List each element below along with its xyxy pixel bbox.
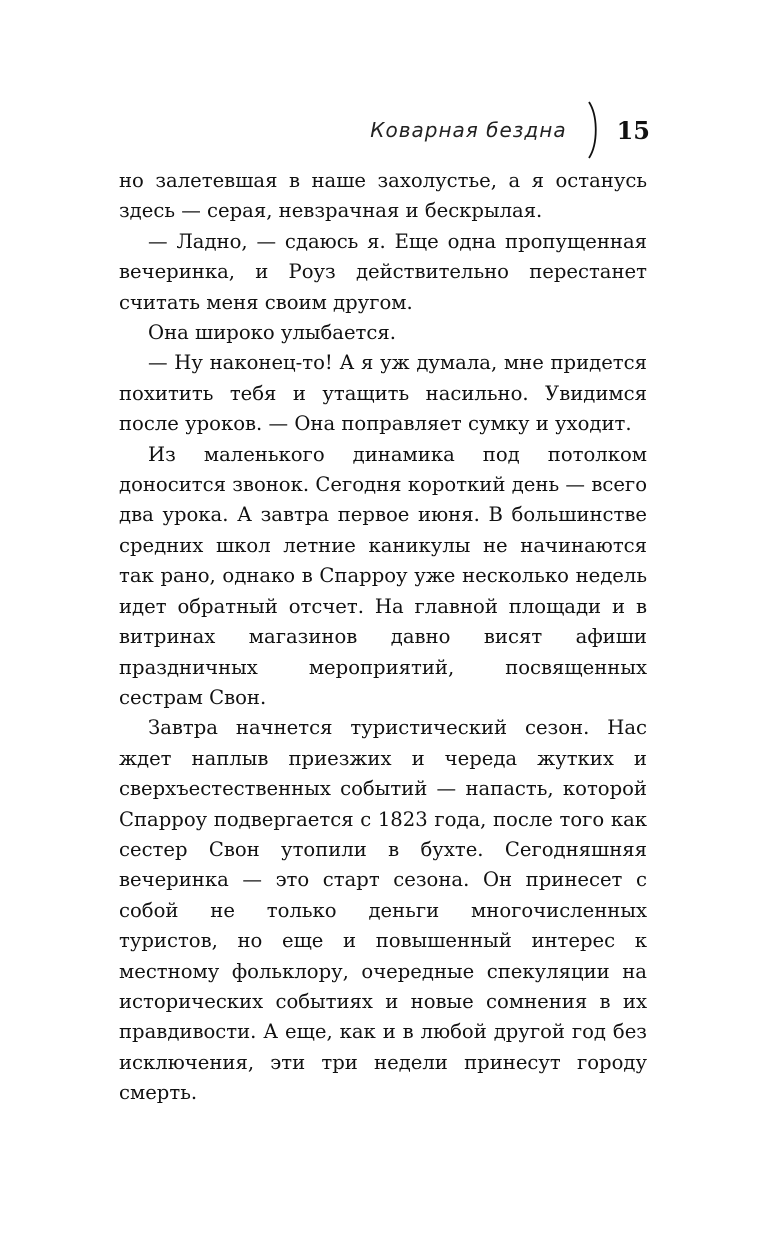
running-header [370,100,650,160]
header-bracket-ornament [585,100,599,160]
paragraph-dialogue-2: — Ну наконец-то! А я уж думала, мне придется похитить тебя и утащить насильно. Увидимся после уроков. — Она поправляет сумку и уходит. [119,351,647,436]
paragraph-continuation: но залетевшая в наше захолустье, а я останусь здесь — серая, невзрачная и бескрылая. [119,169,647,223]
running-title: Коварная бездна [370,118,567,142]
paragraph-school-bell: Из маленького динамика под потолком доносится звонок. Сегодня короткий день — всего два урока. А завтра первое июня. В большинстве средних школ летние каникулы не начинаются так рано, однако в Спарроу уже несколько недель идет обратный отсчет. На главной площади и в витринах магазинов давно висят афиши праздничных мероприятий, посвященных сестрам Свон. [119,442,647,709]
paragraph-smile: Она широко улыбается. [148,321,396,345]
paragraph-dialogue-1: — Ладно, — сдаюсь я. Еще одна пропущенная вечеринка, и Роуз действительно перестанет считать меня своим другом. [119,229,647,314]
body-text [119,166,647,1109]
paragraph-tourist-season: Завтра начнется туристический сезон. Нас ждет наплыв приезжих и череда жутких и сверхъестественных событий — напасть, которой Спарроу подвергается с 1823 года, после того как сестер Свон утопили в бухте. Сегодняшняя вечеринка — это старт сезона. Он принесет с собой не только деньги многочисленных туристов, но еще и повышенный интерес к местному фольклору, очередные спекуляции на исторических событиях и новые сомнения в их правдивости. А еще, как и в любой другой год без исключения, эти три недели принесут городу смерть. [119,716,647,1105]
page-number: 15 [616,115,650,145]
